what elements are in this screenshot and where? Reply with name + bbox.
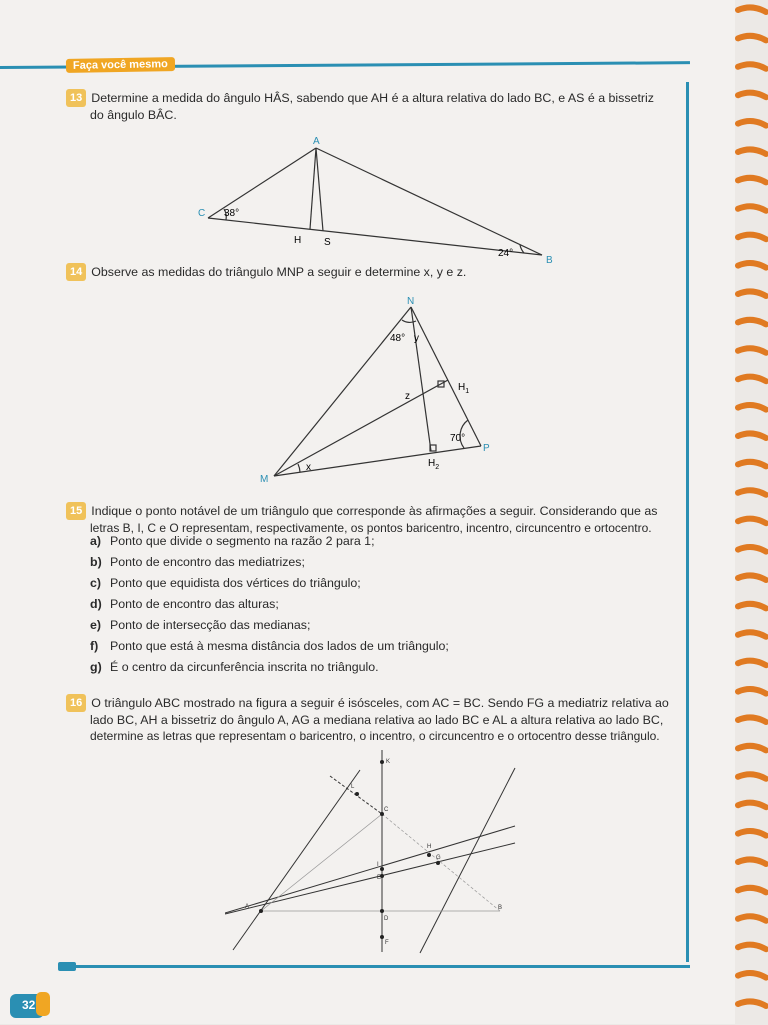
list-item: f) Ponto que está à mesma distância dos lados de um triângulo;	[90, 639, 449, 653]
angle-N-value: 48°	[390, 333, 406, 344]
label-K: K	[386, 759, 391, 765]
spiral-coil	[738, 945, 766, 950]
figure-q13-triangle	[190, 132, 570, 272]
label-D: D	[384, 916, 389, 922]
altitude-MH1	[274, 380, 448, 476]
spiral-coil	[738, 64, 766, 69]
angle-P-value: 70°	[450, 433, 466, 444]
label-G: G	[436, 855, 441, 861]
frame-bottom-border	[60, 965, 690, 968]
spiral-binding	[734, 0, 768, 1024]
label-H2: $H_2$	[428, 458, 440, 471]
label-A: A	[313, 136, 320, 147]
question-text: Observe as medidas do triângulo MNP a seguir e determine x, y e z.	[91, 265, 467, 279]
spiral-coil	[738, 7, 766, 12]
page-number: 32	[22, 998, 36, 1012]
angle-B-value: 24°	[498, 248, 514, 259]
spiral-coil	[738, 717, 766, 722]
question-number: 16	[66, 694, 86, 712]
spiral-coil	[738, 490, 766, 495]
spiral-coil	[738, 36, 766, 41]
angle-arc-N	[402, 320, 416, 322]
spiral-coil	[738, 632, 766, 637]
question-text-line1: O triângulo ABC mostrado na figura a seguir é isósceles, com AC = BC. Sendo FG a mediatriz relativa ao	[91, 696, 669, 710]
spiral-coil	[738, 291, 766, 296]
angle-arc-M	[298, 464, 300, 472]
section-badge: Faça você mesmo	[66, 57, 175, 73]
point-D	[380, 909, 384, 913]
altitude-AH	[310, 148, 316, 229]
spiral-coil	[738, 121, 766, 126]
bisector-AS	[316, 148, 323, 231]
label-y: y	[414, 333, 419, 344]
label-H: H	[427, 844, 432, 850]
question-16	[66, 694, 691, 744]
altitude-NH2	[411, 307, 431, 451]
question-text-line1: Determine a medida do ângulo HÂS, sabendo que AH é a altura relativa do lado BC, e AS é a bissetriz	[91, 91, 654, 105]
spiral-coil	[738, 433, 766, 438]
question-text-line2: do ângulo BÂC.	[90, 108, 177, 122]
question-text-line2: letras B, I, C e O representam, respectivamente, os pontos baricentro, incentro, circuncentro e ortocentro.	[90, 521, 652, 535]
side-AC	[261, 814, 382, 911]
spiral-coil	[738, 604, 766, 609]
point-H	[427, 853, 431, 857]
spiral-coil	[738, 916, 766, 921]
question-text-line1: Indique o ponto notável de um triângulo que corresponde às afirmações a seguir. Considerando que as	[91, 504, 658, 518]
spiral-coil	[738, 888, 766, 893]
spiral-coil	[738, 746, 766, 751]
side-CB	[208, 218, 542, 255]
question-number: 13	[66, 89, 86, 107]
point-L	[355, 792, 359, 796]
label-A: A	[245, 904, 250, 910]
label-P: P	[483, 443, 490, 454]
spiral-coil	[738, 1001, 766, 1006]
spiral-coil	[738, 93, 766, 98]
spiral-coil	[738, 575, 766, 580]
spiral-coil	[738, 320, 766, 325]
page-number-tab	[8, 990, 52, 1020]
spiral-coil	[738, 831, 766, 836]
point-G	[436, 861, 440, 865]
line-AH	[225, 826, 515, 913]
spiral-coil	[738, 859, 766, 864]
spiral-coil	[738, 149, 766, 154]
label-B: B	[498, 905, 503, 911]
side-CB	[382, 814, 503, 911]
spiral-coil	[738, 377, 766, 382]
question-text-line3: determine as letras que representam o baricentro, o incentro, o circuncentro e o ortocentro desse triângulo.	[90, 729, 660, 743]
point-F	[380, 935, 384, 939]
spiral-coil	[738, 206, 766, 211]
list-item: d) Ponto de encontro das alturas;	[90, 597, 279, 611]
spiral-coil	[738, 973, 766, 978]
question-13	[66, 89, 686, 123]
label-x: x	[306, 462, 311, 473]
spiral-coil	[738, 661, 766, 666]
question-15	[66, 502, 691, 536]
label-H1: $H_1$	[458, 382, 470, 395]
spiral-coil	[738, 405, 766, 410]
label-z: z	[405, 391, 410, 402]
question-number: 15	[66, 502, 86, 520]
figure-q14-triangle	[250, 290, 510, 490]
spiral-coil	[738, 774, 766, 779]
point-K	[380, 760, 384, 764]
side-NP	[411, 307, 481, 446]
list-item: g) É o centro da circunferência inscrita no triângulo.	[90, 660, 379, 674]
list-item: b) Ponto de encontro das mediatrizes;	[90, 555, 305, 569]
question-text-line2: lado BC, AH a bissetriz do ângulo A, AG a mediana relativa ao lado BC e AL a altura relativa ao lado BC,	[90, 713, 664, 727]
label-F: F	[385, 940, 389, 946]
label-H: H	[294, 235, 302, 246]
list-item: a) Ponto que divide o segmento na razão 2 para 1;	[90, 534, 375, 548]
side-AB	[316, 148, 542, 255]
spiral-coil	[738, 519, 766, 524]
label-N: N	[407, 296, 415, 307]
spiral-coil	[738, 547, 766, 552]
spiral-coil	[738, 235, 766, 240]
spiral-coil	[738, 689, 766, 694]
label-L: L	[351, 784, 355, 790]
line-AL	[233, 770, 360, 950]
label-C: C	[198, 208, 206, 219]
question-number: 14	[66, 263, 86, 281]
spiral-coil	[738, 462, 766, 467]
question-14	[66, 263, 686, 281]
point-I	[380, 867, 384, 871]
line-FG	[420, 768, 515, 953]
list-item: e) Ponto de intersecção das medianas;	[90, 618, 311, 632]
spiral-coil	[738, 178, 766, 183]
spiral-coil	[738, 348, 766, 353]
angle-C-value: 38°	[224, 208, 240, 219]
label-C: C	[384, 807, 389, 813]
label-I: I	[377, 862, 379, 868]
label-B: B	[546, 255, 553, 266]
spiral-coil	[738, 803, 766, 808]
spiral-coil	[738, 263, 766, 268]
list-item: c) Ponto que equidista dos vértices do triângulo;	[90, 576, 361, 590]
figure-q16-triangle	[225, 748, 525, 954]
label-S: S	[324, 237, 331, 248]
point-A	[259, 909, 263, 913]
label-M: M	[260, 474, 269, 485]
frame-bottom-tab	[58, 962, 76, 971]
label-E: E	[377, 875, 382, 881]
